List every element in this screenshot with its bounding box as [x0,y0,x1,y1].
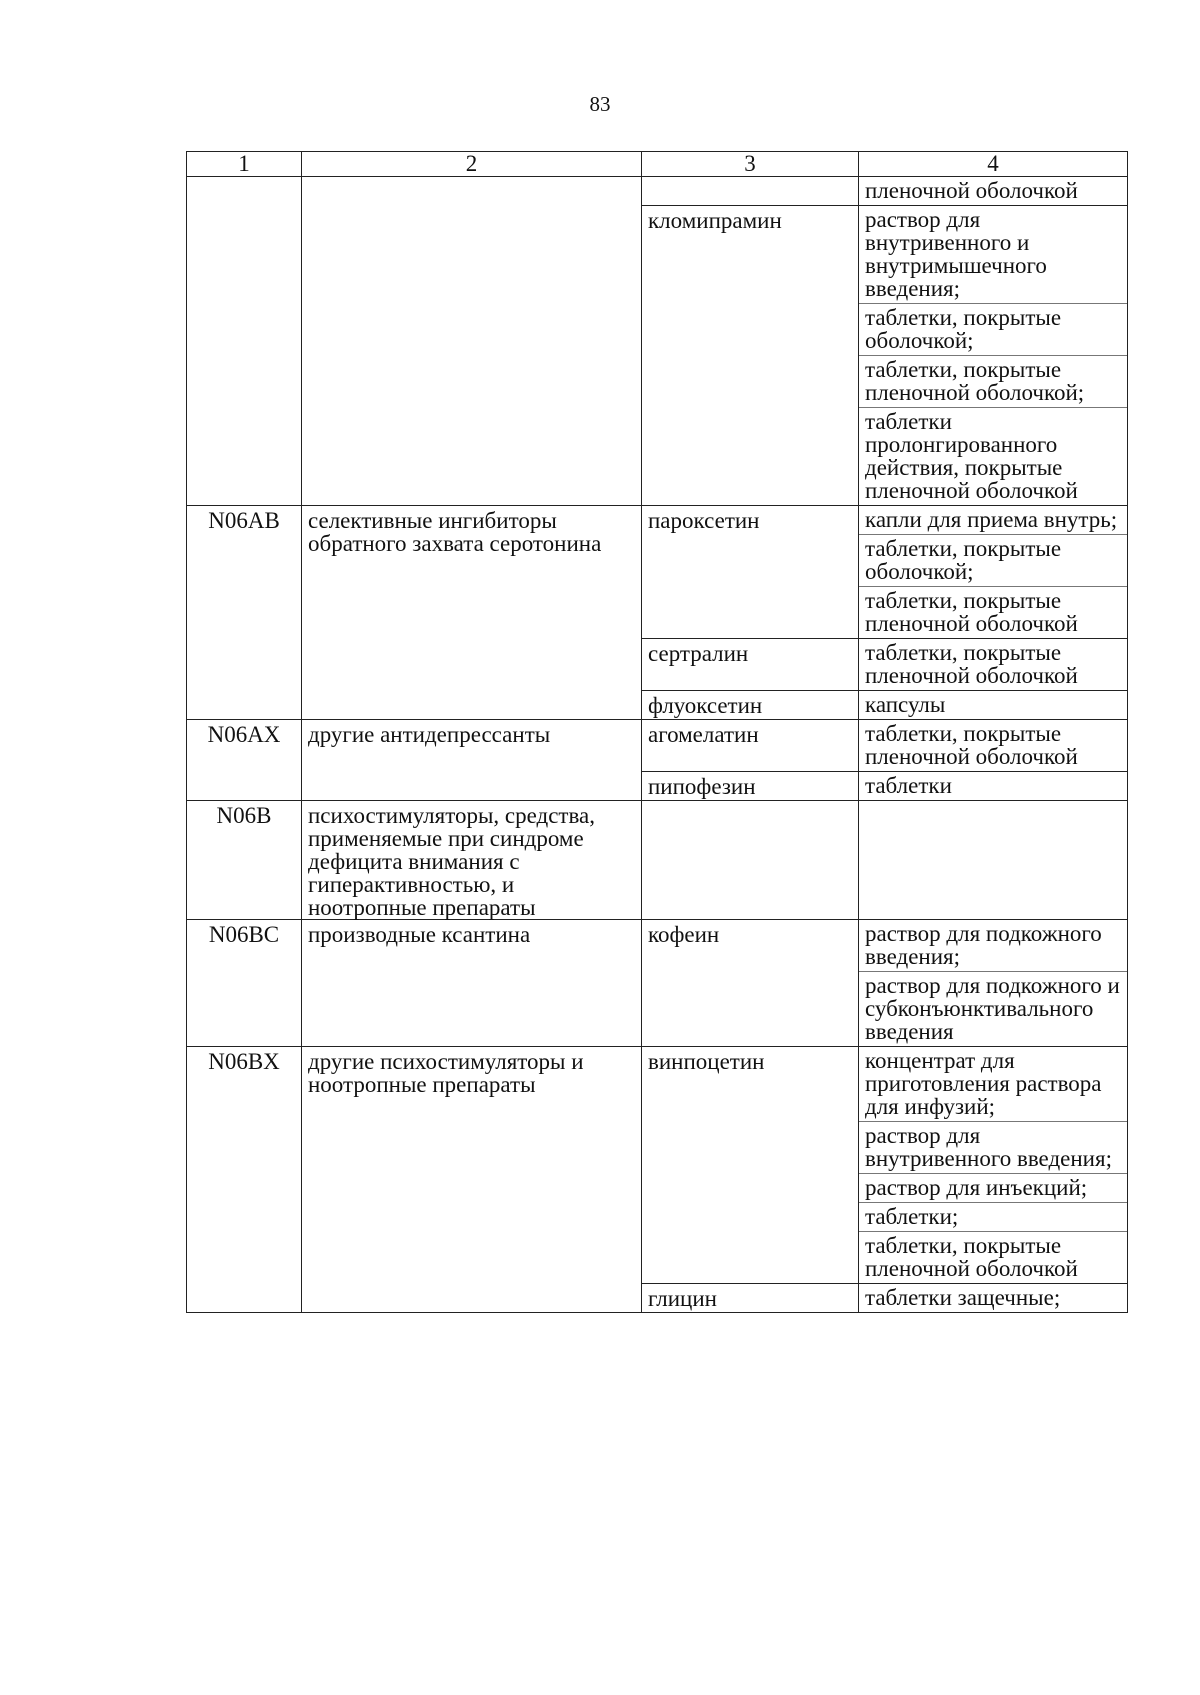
form-cell [859,1047,1128,1284]
dosage-form: таблетки, покрытые оболочкой; [859,535,1127,587]
drug-cell: сертралин [642,639,859,691]
table-row [187,801,1128,920]
dosage-form: таблетки, покрытые пленочной оболочкой [865,1233,1078,1281]
dosage-form: таблетки, покрытые пленочной оболочкой [865,640,1078,688]
atc-code-cell [187,177,302,506]
group-cell: другие психостимуляторы и ноотропные препараты [302,1047,642,1313]
group-cell: психостимуляторы, средства, применяемые при синдроме дефицита внимания с гиперактивностью, и ноотропные препараты [302,801,642,920]
table-row [187,177,1128,206]
drug-cell [642,801,859,920]
table-row [187,1047,1128,1284]
form-cell [859,801,1128,920]
dosage-form: раствор для подкожного и субконъюнктивального введения [865,973,1120,1044]
column-header-3: 3 [642,152,859,177]
header-row [187,152,1128,177]
dosage-form: капсулы [865,692,946,717]
dosage-form: таблетки пролонгированного действия, покрытые пленочной оболочкой [865,409,1078,503]
form-cell [859,720,1128,772]
drug-cell: флуоксетин [642,691,859,720]
atc-code-cell: N06BX [187,1047,302,1313]
group-cell: другие антидепрессанты [302,720,642,801]
drug-table [186,151,1128,1313]
drug-cell: винпоцетин [642,1047,859,1284]
dosage-form: раствор для подкожного введения; [859,920,1127,972]
table-row [187,720,1128,772]
form-cell [859,177,1128,206]
drug-cell: кломипрамин [642,206,859,506]
drug-cell: пипофезин [642,772,859,801]
table-row [187,920,1128,1047]
dosage-form: таблетки, покрытые пленочной оболочкой; [859,356,1127,408]
atc-code-cell: N06AB [187,506,302,720]
page-number: 83 [589,92,611,116]
column-header-1: 1 [187,152,302,177]
dosage-form: таблетки, покрытые пленочной оболочкой [865,588,1078,636]
dosage-form: раствор для внутривенного введения; [859,1122,1127,1174]
dosage-form: таблетки защечные; [865,1285,1061,1310]
dosage-form: таблетки [865,773,952,798]
drug-cell [642,177,859,206]
drug-cell: пароксетин [642,506,859,639]
drug-cell: кофеин [642,920,859,1047]
table-row [187,506,1128,639]
form-cell [859,206,1128,506]
dosage-form: таблетки; [859,1203,1127,1232]
form-cell [859,506,1128,639]
dosage-form: раствор для инъекций; [859,1174,1127,1203]
drug-cell: глицин [642,1284,859,1313]
dosage-form: капли для приема внутрь; [859,506,1127,535]
group-cell [302,177,642,506]
atc-code-cell: N06BC [187,920,302,1047]
dosage-form: пленочной оболочкой [865,178,1078,203]
form-cell [859,920,1128,1047]
form-cell [859,639,1128,691]
drug-cell: агомелатин [642,720,859,772]
dosage-form: концентрат для приготовления раствора для инфузий; [859,1047,1127,1122]
atc-code-cell: N06AX [187,720,302,801]
column-header-4: 4 [859,152,1128,177]
column-header-2: 2 [302,152,642,177]
dosage-form: таблетки, покрытые оболочкой; [859,304,1127,356]
form-cell [859,772,1128,801]
atc-code-cell: N06B [187,801,302,920]
dosage-form: таблетки, покрытые пленочной оболочкой [865,721,1078,769]
group-cell: производные ксантина [302,920,642,1047]
form-cell [859,691,1128,720]
form-cell [859,1284,1128,1313]
dosage-form: раствор для внутривенного и внутримышечного введения; [859,206,1127,304]
group-cell: селективные ингибиторы обратного захвата серотонина [302,506,642,720]
